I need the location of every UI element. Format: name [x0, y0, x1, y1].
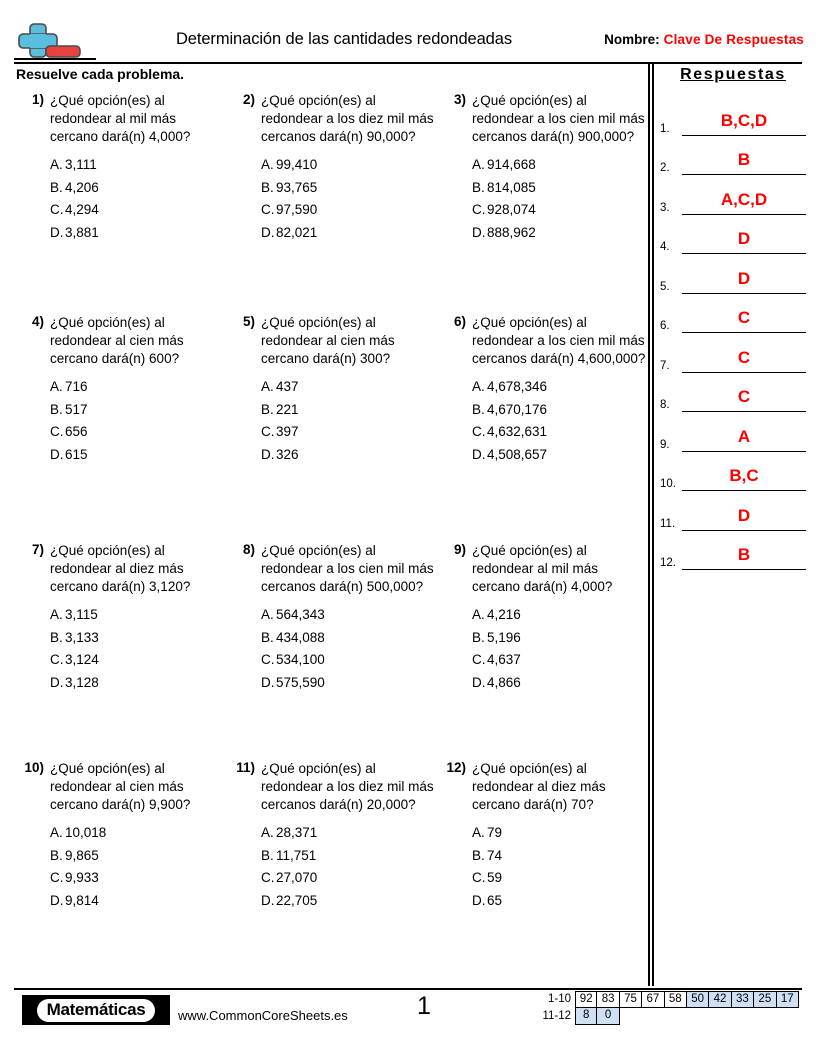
choice-option[interactable]: [261, 822, 435, 845]
choice-option[interactable]: [472, 822, 646, 845]
choice-value: 4,216: [487, 607, 521, 622]
choice-option[interactable]: [50, 604, 224, 627]
choice-value: 434,088: [276, 629, 325, 645]
choice-value: 28,371: [276, 825, 318, 840]
answer-value: B: [737, 545, 751, 564]
choice-label: A.: [472, 607, 485, 622]
choice-value: 5,196: [487, 629, 521, 645]
choice-value: 3,128: [65, 674, 99, 690]
answer-blank[interactable]: [682, 148, 806, 175]
score-cell: 42: [709, 991, 731, 1008]
choice-value: 914,668: [487, 157, 536, 172]
choice-option[interactable]: [472, 399, 646, 422]
choices-list: [225, 376, 435, 466]
question-head: [14, 314, 224, 368]
choice-label: B.: [50, 847, 63, 863]
choice-option[interactable]: [261, 890, 435, 913]
choice-label: C.: [261, 652, 275, 667]
choice-label: C.: [50, 202, 64, 217]
answer-row: [660, 335, 806, 375]
choices-list: [436, 604, 646, 694]
choice-option[interactable]: [261, 399, 435, 422]
choice-option[interactable]: [261, 672, 435, 695]
answer-value: B,C,D: [720, 110, 768, 130]
answer-blank[interactable]: [682, 227, 806, 254]
question-head: [436, 92, 646, 146]
choice-option[interactable]: [261, 627, 435, 650]
answer-blank[interactable]: [682, 425, 806, 452]
choice-value: 59: [487, 870, 503, 885]
choice-value: 82,021: [276, 224, 318, 240]
answer-row: [660, 217, 806, 257]
answer-index: 8.: [660, 399, 670, 411]
choices-list: [436, 376, 646, 466]
choice-label: B.: [472, 179, 485, 195]
choice-label: A.: [50, 157, 63, 172]
score-row-1-10: [533, 991, 805, 1008]
score-row-11-12: [533, 1008, 805, 1025]
answer-row: [660, 533, 806, 573]
choices-list: [225, 154, 435, 244]
choices-list: [14, 376, 224, 466]
choice-option[interactable]: [50, 199, 224, 222]
vertical-divider: [648, 64, 654, 986]
question-item-12: [436, 760, 646, 912]
header-divider-rule: [14, 62, 802, 64]
choice-value: 4,508,657: [487, 446, 548, 462]
question-item-7: [14, 542, 224, 694]
question-head: [436, 542, 646, 596]
score-cell: 25: [754, 991, 776, 1008]
choice-option[interactable]: [50, 890, 224, 913]
choice-value: 97,590: [276, 202, 318, 217]
choice-option[interactable]: [50, 845, 224, 868]
choice-option[interactable]: [261, 222, 435, 245]
choices-list: [14, 154, 224, 244]
choice-label: A.: [472, 157, 485, 172]
choice-label: A.: [261, 607, 274, 622]
choice-value: 928,074: [487, 202, 536, 217]
answer-index: 7.: [660, 359, 670, 372]
question-item-6: [436, 314, 646, 466]
choice-option[interactable]: [472, 845, 646, 868]
question-item-1: [14, 92, 224, 244]
choice-label: D.: [50, 892, 64, 908]
divider-line-left: [648, 64, 650, 986]
choice-option[interactable]: [261, 867, 435, 890]
question-head: [225, 542, 435, 596]
answer-index: 11.: [660, 517, 676, 530]
choice-value: 4,637: [487, 652, 521, 667]
choice-label: D.: [472, 446, 486, 462]
choice-label: A.: [472, 379, 485, 394]
score-cells: [575, 991, 799, 1008]
choice-label: D.: [472, 674, 486, 690]
choice-option[interactable]: [472, 627, 646, 650]
question-number: 10): [24, 760, 44, 775]
choice-value: 437: [276, 379, 299, 394]
choice-value: 99,410: [276, 157, 318, 172]
question-number: 12): [446, 760, 466, 775]
question-text: ¿Qué opción(es) al redondear al diez más cercano dará(n) 3,120?: [50, 543, 191, 594]
choice-label: A.: [472, 825, 485, 840]
choice-option[interactable]: [472, 444, 646, 467]
choice-label: A.: [261, 379, 274, 394]
answer-blank[interactable]: [682, 306, 806, 333]
answer-index: 2.: [660, 162, 670, 174]
choice-label: D.: [261, 446, 275, 462]
answer-row: [660, 296, 806, 336]
answer-value: A: [737, 426, 751, 446]
choice-label: A.: [261, 157, 274, 172]
choice-value: 3,881: [65, 224, 99, 240]
question-head: [436, 314, 646, 368]
choice-option[interactable]: [50, 672, 224, 695]
answer-blank[interactable]: [682, 267, 806, 294]
question-number: 3): [453, 92, 466, 107]
answer-blank[interactable]: [682, 543, 806, 570]
answers-list: [660, 98, 806, 572]
answer-index: 10.: [660, 478, 676, 490]
answer-row: [660, 177, 806, 217]
choice-label: C.: [472, 424, 486, 439]
choice-value: 4,632,631: [487, 424, 548, 439]
question-item-11: [225, 760, 435, 912]
answer-row: [660, 375, 806, 415]
answer-row: [660, 454, 806, 494]
choice-label: B.: [261, 179, 274, 195]
choice-value: 4,670,176: [487, 401, 548, 417]
answer-index: 1.: [660, 122, 670, 135]
choice-value: 27,070: [276, 870, 318, 885]
choice-option[interactable]: [50, 822, 224, 845]
question-head: [225, 760, 435, 814]
choice-option[interactable]: [50, 627, 224, 650]
score-cell: 75: [620, 991, 642, 1008]
choice-label: C.: [261, 870, 275, 885]
plus-minus-logo-icon: [14, 22, 96, 62]
choice-option[interactable]: [261, 845, 435, 868]
choice-option[interactable]: [472, 604, 646, 627]
choice-value: 10,018: [65, 825, 107, 840]
choice-value: 79: [487, 825, 503, 840]
choice-value: 4,678,346: [487, 379, 548, 394]
choice-option[interactable]: [472, 649, 646, 672]
choice-label: C.: [50, 652, 64, 667]
choice-label: B.: [261, 847, 274, 863]
choice-value: 656: [65, 424, 88, 439]
score-cell: 17: [777, 991, 799, 1008]
choice-option[interactable]: [472, 222, 646, 245]
question-head: [14, 92, 224, 146]
choice-option[interactable]: [261, 376, 435, 399]
choices-list: [436, 822, 646, 912]
choice-value: 814,085: [487, 179, 536, 195]
score-cell: 50: [687, 991, 709, 1008]
answer-index: 12.: [660, 557, 676, 569]
choice-label: C.: [472, 202, 486, 217]
question-text: ¿Qué opción(es) al redondear al diez más cercano dará(n) 70?: [472, 761, 606, 812]
choice-option[interactable]: [50, 421, 224, 444]
choice-option[interactable]: [472, 890, 646, 913]
choice-label: C.: [50, 424, 64, 439]
score-cell: 58: [665, 991, 687, 1008]
answer-index: 6.: [660, 320, 670, 332]
choice-value: 9,865: [65, 847, 99, 863]
questions-grid: [14, 92, 646, 940]
answer-blank[interactable]: [682, 346, 806, 373]
choice-value: 3,111: [65, 157, 97, 172]
choice-label: C.: [50, 870, 64, 885]
question-head: [436, 760, 646, 814]
answer-row: [660, 414, 806, 454]
choices-list: [436, 154, 646, 244]
question-text: ¿Qué opción(es) al redondear al cien más cercano dará(n) 9,900?: [50, 761, 191, 812]
question-item-2: [225, 92, 435, 244]
choice-option[interactable]: [261, 154, 435, 177]
answer-index: 3.: [660, 201, 670, 214]
choice-value: 4,866: [487, 674, 521, 690]
answer-value: C: [737, 347, 751, 367]
score-row-label: 1-10: [547, 993, 571, 1005]
question-number: 6): [453, 314, 466, 329]
answers-panel-title: Respuestas: [680, 66, 786, 83]
choice-label: C.: [261, 424, 275, 439]
brand-label: Matemáticas: [37, 999, 156, 1022]
score-table: [533, 991, 805, 1025]
choice-value: 74: [487, 847, 503, 863]
choice-value: 11,751: [276, 847, 317, 863]
choice-option[interactable]: [261, 199, 435, 222]
choice-option[interactable]: [50, 376, 224, 399]
answer-value: B: [737, 150, 751, 169]
answer-blank[interactable]: [682, 188, 806, 215]
footer-divider-rule: [14, 988, 802, 990]
choice-label: B.: [50, 401, 63, 417]
question-head: [14, 542, 224, 596]
choice-option[interactable]: [50, 222, 224, 245]
choices-list: [225, 604, 435, 694]
choice-label: A.: [50, 825, 63, 840]
choice-label: A.: [50, 379, 63, 394]
question-text: ¿Qué opción(es) al redondear a los diez mil más cercanos dará(n) 90,000?: [261, 93, 434, 144]
website-url: www.CommonCoreSheets.es: [178, 1008, 348, 1023]
choice-value: 326: [276, 446, 299, 462]
score-cells: [575, 1008, 620, 1025]
question-number: 7): [31, 542, 44, 557]
answer-row: [660, 493, 806, 533]
choice-option[interactable]: [472, 867, 646, 890]
answer-value: D: [737, 229, 751, 248]
instruction-text: Resuelve cada problema.: [16, 66, 185, 82]
question-head: [14, 760, 224, 814]
choice-value: 534,100: [276, 652, 325, 667]
choice-value: 9,933: [65, 870, 99, 885]
choice-option[interactable]: [472, 672, 646, 695]
choice-value: 3,133: [65, 629, 99, 645]
choice-option[interactable]: [50, 154, 224, 177]
page-title: Determinación de las cantidades redondeadas: [175, 30, 512, 48]
question-head: [225, 314, 435, 368]
answers-panel: [660, 66, 806, 572]
choice-label: D.: [472, 224, 486, 240]
choice-option[interactable]: [50, 867, 224, 890]
question-head: [225, 92, 435, 146]
question-text: ¿Qué opción(es) al redondear a los cien mil más cercanos dará(n) 900,000?: [472, 93, 645, 144]
choice-label: C.: [472, 870, 486, 885]
choice-option[interactable]: [50, 177, 224, 200]
answer-value: C: [737, 308, 751, 327]
score-cell: 33: [732, 991, 754, 1008]
choice-value: 397: [276, 424, 299, 439]
answer-row: [660, 256, 806, 296]
question-item-5: [225, 314, 435, 466]
choice-value: 22,705: [276, 892, 318, 908]
score-cell: 67: [642, 991, 664, 1008]
answer-blank[interactable]: [682, 504, 806, 531]
choice-label: A.: [50, 607, 63, 622]
question-text: ¿Qué opción(es) al redondear a los diez mil más cercanos dará(n) 20,000?: [261, 761, 434, 812]
choice-value: 4,206: [65, 179, 99, 195]
answer-blank[interactable]: [682, 385, 806, 412]
answer-index: 4.: [660, 241, 670, 253]
choice-label: B.: [472, 847, 485, 863]
question-number: 11): [236, 760, 255, 775]
choice-label: B.: [50, 629, 63, 645]
choice-option[interactable]: [472, 421, 646, 444]
choice-value: 716: [65, 379, 88, 394]
choice-option[interactable]: [50, 444, 224, 467]
question-item-4: [14, 314, 224, 466]
choice-label: B.: [50, 179, 63, 195]
choice-option[interactable]: [50, 649, 224, 672]
choice-option[interactable]: [472, 154, 646, 177]
answer-value: A,C,D: [720, 189, 768, 209]
choice-option[interactable]: [50, 399, 224, 422]
choice-label: D.: [50, 674, 64, 690]
question-text: ¿Qué opción(es) al redondear a los cien mil más cercanos dará(n) 500,000?: [261, 543, 434, 594]
page-header: [14, 22, 804, 62]
question-text: ¿Qué opción(es) al redondear al cien más cercano dará(n) 600?: [50, 315, 184, 366]
question-number: 8): [242, 542, 255, 557]
choice-value: 3,115: [65, 607, 98, 622]
choice-label: A.: [261, 825, 274, 840]
question-item-8: [225, 542, 435, 694]
divider-line-right: [652, 64, 654, 986]
question-item-9: [436, 542, 646, 694]
answer-row: [660, 98, 806, 138]
answer-value: D: [737, 268, 751, 288]
question-number: 1): [31, 92, 44, 107]
choice-value: 65: [487, 892, 503, 908]
question-number: 9): [453, 542, 466, 557]
choice-label: C.: [261, 202, 275, 217]
choice-label: D.: [50, 446, 64, 462]
choice-option[interactable]: [261, 444, 435, 467]
choice-label: B.: [472, 629, 485, 645]
question-number: 5): [242, 314, 255, 329]
choice-option[interactable]: [261, 604, 435, 627]
choice-option[interactable]: [472, 376, 646, 399]
choice-value: 9,814: [65, 892, 99, 908]
score-row-label: 11-12: [542, 1010, 571, 1022]
choice-value: 615: [65, 446, 88, 462]
choice-value: 517: [65, 401, 88, 417]
choice-value: 3,124: [65, 652, 99, 667]
choice-value: 575,590: [276, 674, 325, 690]
choice-option[interactable]: [472, 177, 646, 200]
name-label: Nombre:: [604, 32, 660, 47]
choices-list: [225, 822, 435, 912]
score-cell: 83: [597, 991, 619, 1008]
choice-label: D.: [261, 224, 275, 240]
choice-option[interactable]: [261, 421, 435, 444]
choice-label: D.: [472, 892, 486, 908]
choice-value: 888,962: [487, 224, 536, 240]
choice-label: C.: [472, 652, 486, 667]
choice-label: D.: [261, 674, 275, 690]
choice-value: 564,343: [276, 607, 325, 622]
answer-value: C: [737, 387, 751, 406]
choice-label: D.: [261, 892, 275, 908]
choice-label: B.: [261, 401, 274, 417]
question-text: ¿Qué opción(es) al redondear a los cien mil más cercanos dará(n) 4,600,000?: [472, 315, 646, 366]
question-item-10: [14, 760, 224, 912]
brand-logo: [22, 995, 170, 1025]
choice-option[interactable]: [261, 649, 435, 672]
choice-value: 93,765: [276, 179, 318, 195]
question-item-3: [436, 92, 646, 244]
choice-option[interactable]: [472, 199, 646, 222]
score-cell: 0: [597, 1008, 619, 1025]
name-field: [604, 32, 804, 47]
choice-option[interactable]: [261, 177, 435, 200]
score-cell: 92: [575, 991, 597, 1008]
question-number: 2): [242, 92, 255, 107]
answer-value: B,C: [729, 466, 759, 485]
answer-value: D: [737, 505, 751, 525]
choices-list: [14, 604, 224, 694]
question-row: [14, 760, 646, 940]
question-text: ¿Qué opción(es) al redondear al mil más cercano dará(n) 4,000?: [50, 93, 191, 144]
name-value: Clave De Respuestas: [663, 32, 804, 47]
question-row: [14, 92, 646, 314]
answer-row: [660, 138, 806, 178]
score-cell: 8: [575, 1008, 597, 1025]
choice-label: D.: [50, 224, 64, 240]
page-number: 1: [417, 992, 431, 1020]
question-row: [14, 542, 646, 760]
choice-label: B.: [472, 401, 485, 417]
question-text: ¿Qué opción(es) al redondear al mil más cercano dará(n) 4,000?: [472, 543, 613, 594]
answer-index: 5.: [660, 280, 670, 293]
choice-value: 4,294: [65, 202, 99, 217]
answer-blank[interactable]: [682, 464, 806, 491]
question-text: ¿Qué opción(es) al redondear al cien más cercano dará(n) 300?: [261, 315, 395, 366]
choice-value: 221: [276, 401, 299, 417]
question-number: 4): [31, 314, 44, 329]
question-row: [14, 314, 646, 542]
choices-list: [14, 822, 224, 912]
choice-label: B.: [261, 629, 274, 645]
answer-index: 9.: [660, 438, 670, 451]
answer-blank[interactable]: [682, 109, 806, 136]
